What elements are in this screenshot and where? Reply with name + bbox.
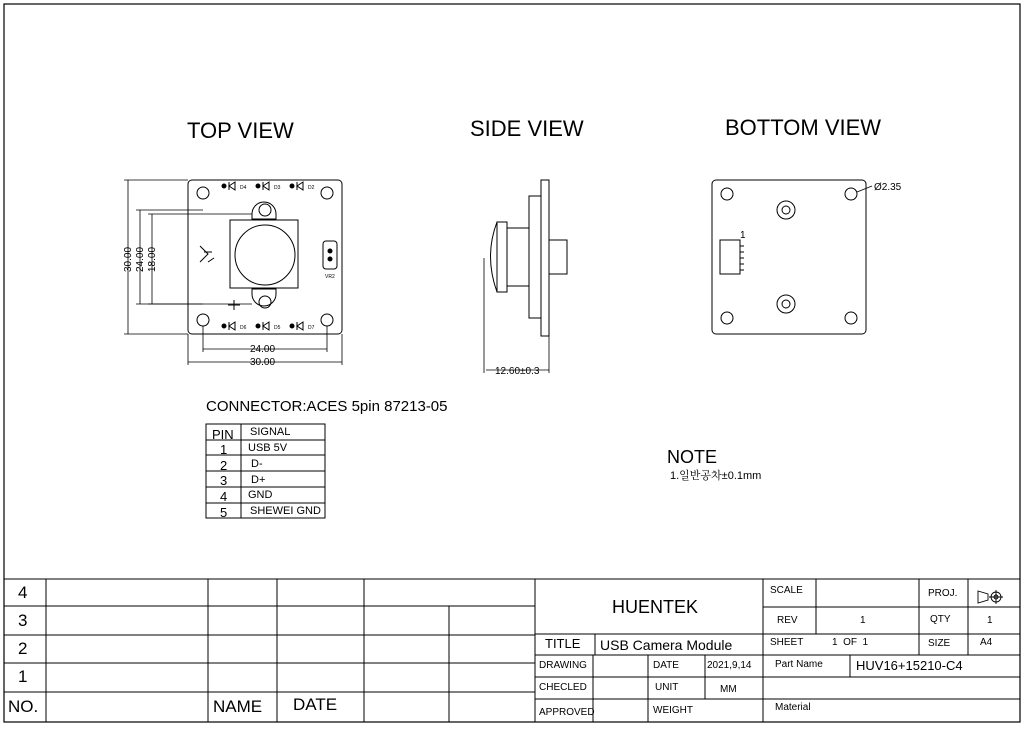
rev-row-num: 1 <box>18 667 28 686</box>
polarity-mark <box>228 300 240 310</box>
pin-header: PIN <box>212 427 234 442</box>
led-label: D3 <box>274 185 281 191</box>
side-connector <box>549 240 567 274</box>
mount-hole <box>197 187 209 199</box>
lens-mount-hole <box>259 204 271 216</box>
hole-dim: Ø2.35 <box>874 182 902 193</box>
signal-cell: SHEWEI GND <box>250 505 321 517</box>
unit-label: UNIT <box>655 682 679 693</box>
connector-pins <box>740 246 744 270</box>
rev-label: REV <box>777 615 798 626</box>
mount-hole <box>721 188 733 200</box>
qty-label: QTY <box>930 614 951 625</box>
vr2-label: VR2 <box>325 274 335 280</box>
note-text: 1.일반공차±0.1mm <box>670 470 762 482</box>
name-label: NAME <box>213 697 263 716</box>
company-name: HUENTEK <box>612 597 699 617</box>
pin-cell: 5 <box>220 505 228 520</box>
usb-symbol <box>200 246 214 262</box>
signal-cell: D+ <box>251 474 266 486</box>
mount-hole <box>321 314 333 326</box>
sheet-value: 1 OF 1 <box>832 637 869 648</box>
led-row-bottom <box>222 322 303 330</box>
drawing-label: DRAWING <box>539 660 587 671</box>
signal-cell: D- <box>251 458 263 470</box>
mount-hole <box>721 312 733 324</box>
date-label: DATE <box>293 695 338 714</box>
signal-cell: USB 5V <box>248 442 288 454</box>
screw-boss <box>777 201 795 219</box>
date-value: 2021,9,14 <box>707 660 752 671</box>
hole-leader <box>857 186 872 192</box>
screw-hole <box>782 300 790 308</box>
pin-cell: 1 <box>220 442 228 457</box>
led-label: D2 <box>308 185 315 191</box>
rev-value: 1 <box>860 615 866 626</box>
side-view-title: SIDE VIEW <box>470 116 584 141</box>
sheet-border <box>4 4 1020 722</box>
mount-hole <box>845 188 857 200</box>
lens-holder <box>230 220 298 288</box>
signal-header: SIGNAL <box>250 426 291 438</box>
dim-24-h: 24.00 <box>250 344 276 355</box>
led-label: D6 <box>240 325 247 331</box>
material-label: Material <box>775 702 811 713</box>
side-lens-face <box>491 222 498 292</box>
side-lens <box>497 222 507 292</box>
screw-hole <box>782 206 790 214</box>
title-block-grid <box>4 579 1020 722</box>
top-view-board <box>188 180 342 334</box>
part-name-label: Part Name <box>775 659 823 670</box>
dim-30-v: 30.00 <box>123 246 134 272</box>
connector-title: CONNECTOR:ACES 5pin 87213-05 <box>206 398 448 415</box>
scale-label: SCALE <box>770 585 803 596</box>
pin-cell: 3 <box>220 473 228 488</box>
pin-cell: 4 <box>220 489 228 504</box>
rev-row-num: 4 <box>18 583 28 602</box>
mount-hole <box>321 187 333 199</box>
led-row-top <box>222 182 303 190</box>
sheet-label: SHEET <box>770 637 804 648</box>
bottom-connector <box>720 240 740 274</box>
proj-label: PROJ. <box>928 588 958 599</box>
mount-hole <box>197 314 209 326</box>
unit-value: MM <box>720 684 737 695</box>
top-view-title: TOP VIEW <box>187 118 294 143</box>
side-board <box>541 180 549 336</box>
rev-row-num: 2 <box>18 639 28 658</box>
top-view-dim-text <box>123 247 275 368</box>
bottom-view-drawing <box>712 180 872 334</box>
checked-label: CHECLED <box>539 682 587 693</box>
no-label: NO. <box>8 697 39 716</box>
title-label: TITLE <box>545 636 581 651</box>
weight-label: WEIGHT <box>653 705 693 716</box>
lens <box>235 225 295 285</box>
side-holder <box>507 228 529 286</box>
side-dim: 12.60±0.3 <box>495 366 540 377</box>
rev-row-num: 3 <box>18 611 28 630</box>
title-value: USB Camera Module <box>600 637 733 653</box>
bottom-view-board <box>712 180 866 334</box>
side-dim-line <box>484 258 549 373</box>
dim-18-v: 18.00 <box>147 246 158 272</box>
signal-cell: GND <box>248 489 273 501</box>
bottom-view-title: BOTTOM VIEW <box>725 115 882 140</box>
approved-label: APPROVED <box>539 707 595 718</box>
size-label: SIZE <box>928 638 951 649</box>
note-title: NOTE <box>667 447 718 467</box>
screw-boss <box>777 295 795 313</box>
pin1-label: 1 <box>740 230 746 241</box>
side-view-drawing <box>484 180 567 373</box>
led-label: D4 <box>240 185 247 191</box>
vr2-component <box>323 241 337 269</box>
mount-hole <box>845 312 857 324</box>
led-label: D7 <box>308 325 315 331</box>
dim-24-v: 24.00 <box>135 246 146 272</box>
projection-symbol-icon <box>978 590 1003 604</box>
led-label: D5 <box>274 325 281 331</box>
size-value: A4 <box>980 637 993 648</box>
date-row-label: DATE <box>653 660 679 671</box>
qty-value: 1 <box>987 615 993 626</box>
lens-mount-ear <box>252 289 276 306</box>
dim-30-h: 30.00 <box>250 357 276 368</box>
side-holder-base <box>529 196 541 318</box>
part-name-value: HUV16+15210-C4 <box>856 658 963 673</box>
pin-cell: 2 <box>220 458 228 473</box>
